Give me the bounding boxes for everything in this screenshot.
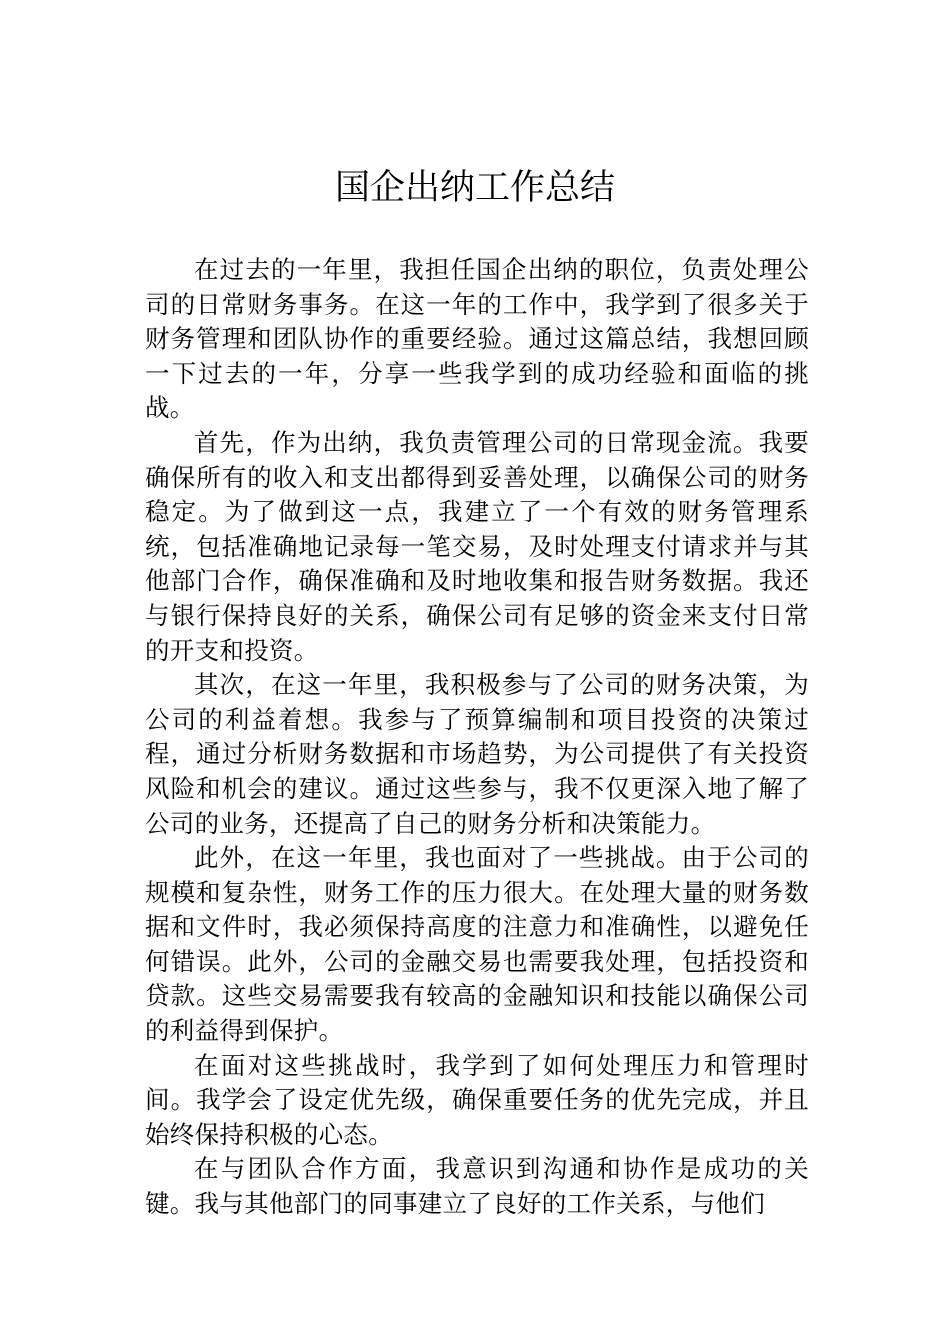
paragraph-1: 在过去的一年里，我担任国企出纳的职位，负责处理公司的日常财务事务。在这一年的工作中，我学到了很多关于财务管理和团队协作的重要经验。通过这篇总结，我想回顾一下过去的一年，分享一些我学到的成功经验和面临的挑战。 — [145, 255, 809, 423]
paragraph-2: 首先，作为出纳，我负责管理公司的日常现金流。我要确保所有的收入和支出都得到妥善处理，以确保公司的财务稳定。为了做到这一点，我建立了一个有效的财务管理系统，包括准确地记录每一笔交易，及时处理支付请求并与其他部门合作，确保准确和及时地收集和报告财务数据。我还与银行保持良好的关系，确保公司有足够的资金来支付日常的开支和投资。 — [145, 427, 809, 665]
document-title: 国企出纳工作总结 — [334, 168, 615, 208]
paragraph-6: 在与团队合作方面，我意识到沟通和协作是成功的关键。我与其他部门的同事建立了良好的工作关系，与他们 — [145, 1154, 809, 1219]
document-body — [145, 253, 809, 1222]
paragraph-4: 此外，在这一年里，我也面对了一些挑战。由于公司的规模和复杂性，财务工作的压力很大。在处理大量的财务数据和文件时，我必须保持高度的注意力和准确性，以避免任何错误。此外，公司的金融交易也需要我处理，包括投资和贷款。这些交易需要我有较高的金融知识和技能以确保公司的利益得到保护。 — [145, 843, 809, 1046]
paragraph-3: 其次，在这一年里，我积极参与了公司的财务决策，为公司的利益着想。我参与了预算编制和项目投资的决策过程，通过分析财务数据和市场趋势，为公司提供了有关投资风险和机会的建议。通过这些参与，我不仅更深入地了解了公司的业务，还提高了自己的财务分析和决策能力。 — [145, 670, 809, 838]
paragraph-5: 在面对这些挑战时，我学到了如何处理压力和管理时间。我学会了设定优先级，确保重要任务的优先完成，并且始终保持积极的心态。 — [145, 1050, 809, 1149]
